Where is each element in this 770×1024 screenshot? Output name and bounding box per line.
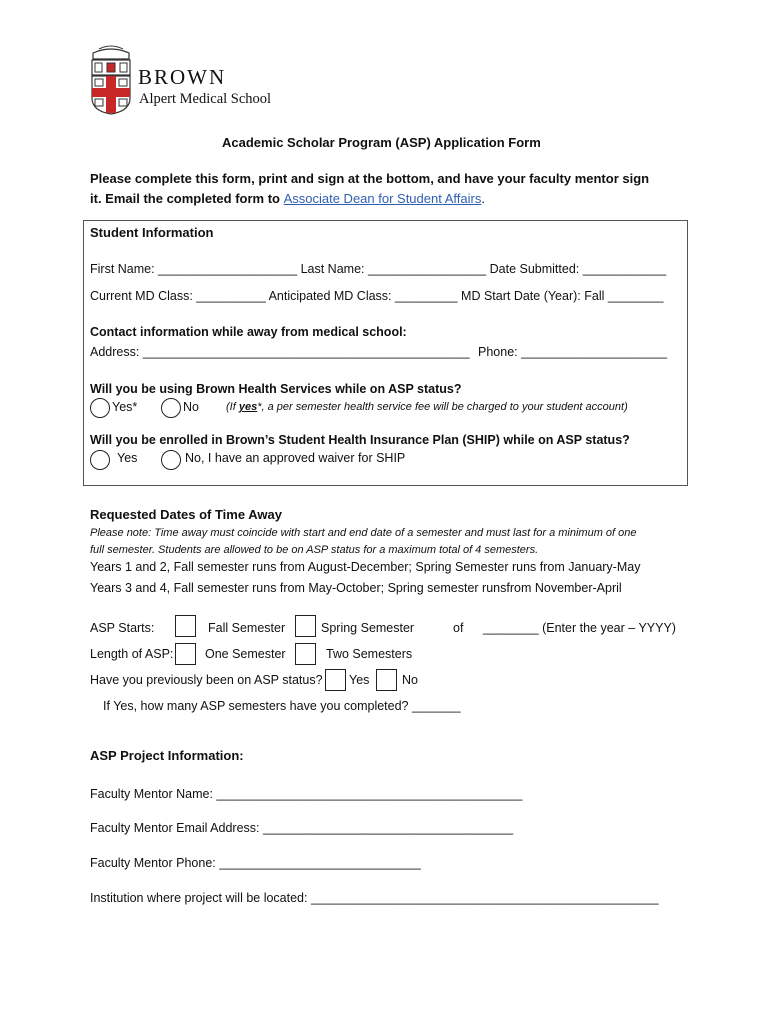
dates-heading: Requested Dates of Time Away: [90, 507, 282, 522]
name-date-row[interactable]: First Name: ____________________ Last Name: _________________ Date Submitted: ____________: [90, 262, 667, 276]
health-note-suffix: *, a per semester health service fee will be charged to your student account): [257, 401, 628, 413]
ship-no-radio[interactable]: [161, 450, 181, 470]
spring-semester-label: Spring Semester: [321, 621, 415, 635]
dates-note-line1: Please note: Time away must coincide with start and end date of a semester and must last for a minimum of one: [90, 527, 637, 539]
ship-yes-radio[interactable]: [90, 450, 110, 470]
spring-semester-checkbox[interactable]: [295, 615, 316, 637]
health-yes-label: Yes*: [112, 400, 138, 414]
contact-heading: Contact information while away from medical school:: [90, 325, 407, 339]
instructions-line1: Please complete this form, print and sign at the bottom, and have your faculty mentor sign: [90, 171, 650, 186]
brown-shield-icon: [89, 43, 133, 115]
health-services-question: Will you be using Brown Health Services while on ASP status?: [90, 382, 462, 396]
health-note-yes: yes: [238, 401, 258, 413]
health-note-prefix: (If: [226, 401, 239, 413]
mentor-name-field[interactable]: Faculty Mentor Name: ____________________________________________: [90, 787, 523, 801]
dates-note-line2: full semester. Students are allowed to be on ASP status for a maximum total of 4 semesters.: [90, 544, 539, 556]
fall-semester-label: Fall Semester: [208, 621, 286, 635]
years-1-2-schedule: Years 1 and 2, Fall semester runs from August-December; Spring Semester runs from January-May: [90, 560, 641, 574]
semesters-completed-field[interactable]: If Yes, how many ASP semesters have you completed? _______: [103, 699, 461, 713]
health-no-radio[interactable]: [161, 398, 181, 418]
of-label: of: [453, 621, 464, 635]
address-field[interactable]: Address: _______________________________________________: [90, 345, 470, 359]
one-semester-label: One Semester: [205, 647, 286, 661]
institution-field[interactable]: Institution where project will be located: __________________________________________________: [90, 891, 659, 905]
two-semesters-checkbox[interactable]: [295, 643, 316, 665]
previous-yes-checkbox[interactable]: [325, 669, 346, 691]
logo-school-text: Alpert Medical School: [139, 91, 272, 107]
instructions-line2-suffix: .: [481, 191, 485, 206]
previous-asp-question: Have you previously been on ASP status?: [90, 673, 323, 687]
health-fee-note: [226, 401, 628, 413]
project-heading: ASP Project Information:: [90, 748, 244, 763]
logo-brown-text: BROWN: [138, 65, 227, 89]
previous-yes-label: Yes: [349, 673, 370, 687]
associate-dean-link[interactable]: Associate Dean for Student Affairs: [283, 191, 482, 206]
health-yes-radio[interactable]: [90, 398, 110, 418]
class-row[interactable]: Current MD Class: __________ Anticipated MD Class: _________ MD Start Date (Year): Fall ________: [90, 289, 664, 303]
start-year-field[interactable]: ________ (Enter the year – YYYY): [483, 621, 676, 635]
ship-no-label: No, I have an approved waiver for SHIP: [185, 451, 406, 465]
one-semester-checkbox[interactable]: [175, 643, 196, 665]
brown-logo: [89, 43, 133, 115]
student-info-heading: Student Information: [90, 225, 214, 240]
mentor-phone-field[interactable]: Faculty Mentor Phone: _____________________________: [90, 856, 421, 870]
ship-yes-label: Yes: [117, 451, 138, 465]
ship-question: Will you be enrolled in Brown’s Student Health Insurance Plan (SHIP) while on ASP status?: [90, 433, 630, 447]
fall-semester-checkbox[interactable]: [175, 615, 196, 637]
form-title: Academic Scholar Program (ASP) Application Form: [222, 135, 541, 150]
length-label: Length of ASP:: [90, 647, 174, 661]
instructions-line2: [90, 191, 485, 206]
years-3-4-schedule: Years 3 and 4, Fall semester runs from May-October; Spring semester runsfrom November-April: [90, 581, 622, 595]
previous-no-label: No: [402, 673, 418, 687]
previous-no-checkbox[interactable]: [376, 669, 397, 691]
instructions-line2-prefix: it. Email the completed form to: [90, 191, 284, 206]
health-no-label: No: [183, 400, 199, 414]
phone-field[interactable]: Phone: _____________________: [478, 345, 668, 359]
mentor-email-field[interactable]: Faculty Mentor Email Address: ____________________________________: [90, 821, 514, 835]
two-semesters-label: Two Semesters: [326, 647, 413, 661]
asp-starts-label: ASP Starts:: [90, 621, 155, 635]
